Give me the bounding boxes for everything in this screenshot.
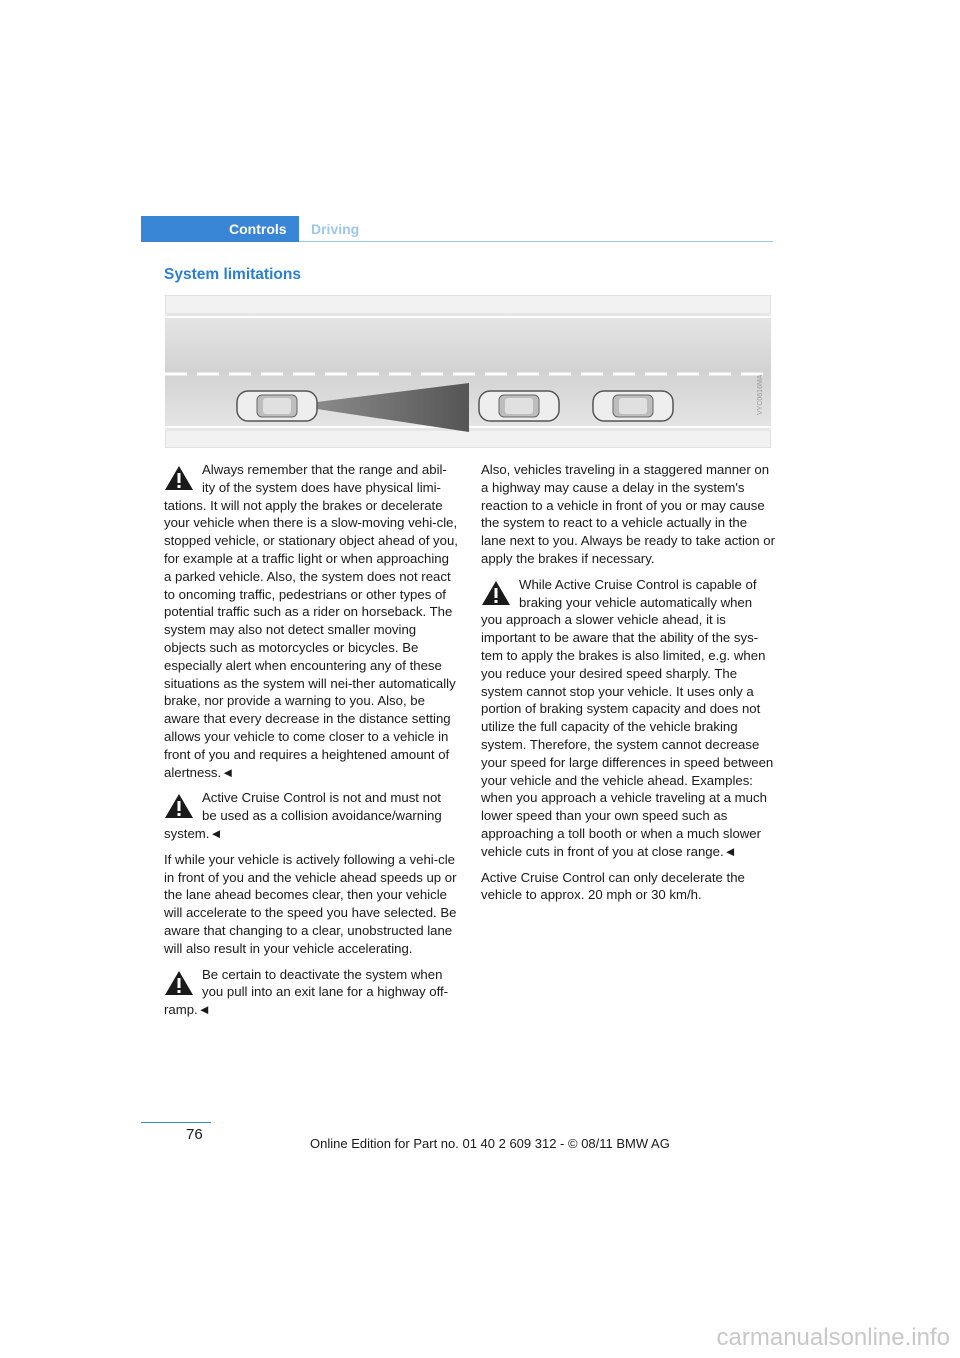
warning-triangle-icon <box>164 464 194 492</box>
footer-edition: Online Edition for Part no. 01 40 2 609 312 - © 08/11 BMW AG <box>310 1136 670 1151</box>
page-number-rule <box>141 1122 211 1123</box>
body-paragraph: Also, vehicles traveling in a staggered manner on a highway may cause a delay in the system's reaction to a vehicle in front of you or may cause the system to react to a vehicle actually in the lane next to you. Always be ready to take action or apply the brakes if necessary. <box>481 462 775 566</box>
vehicle-ahead-2 <box>593 391 673 421</box>
warning-paragraph <box>481 576 775 861</box>
warning-triangle-icon <box>481 579 511 607</box>
body-paragraph: If while your vehicle is actively following a vehi-cle in front of you and the vehicle ahead speeds up or the lane ahead becomes clear, then your vehicle will accelerate to the speed you have selected. Be aware that changing to a clear, unobstructed lane will also result in your vehicle accelerating. <box>164 851 457 956</box>
figure-code: VYC0616MA <box>757 374 764 415</box>
header-tab-driving: Driving <box>311 221 360 237</box>
end-mark: ◄ <box>723 843 737 859</box>
left-column <box>164 461 458 1027</box>
body-paragraph: Active Cruise Control can only decelerate the vehicle to approx. 20 mph or 30 km/h. <box>481 869 745 903</box>
own-vehicle <box>237 391 317 421</box>
vehicle-ahead-1 <box>479 391 559 421</box>
end-mark: ◄ <box>197 1002 211 1018</box>
header-tab-controls: Controls <box>229 221 287 237</box>
radar-range-figure <box>165 295 771 448</box>
header-divider <box>299 241 773 242</box>
section-title: System limitations <box>164 266 301 283</box>
warning-paragraph <box>164 461 458 781</box>
watermark: carmanualsonline.info <box>716 1324 950 1351</box>
warning-triangle-icon <box>164 969 194 997</box>
warning-text-collision: Active Cruise Control is not and must not be used as a collision avoidance/warning system. <box>164 790 442 841</box>
warning-text-braking: While Active Cruise Control is capable of braking your vehicle automatically when you approach a slower vehicle ahead, it is important to be aware that the ability of the sys-tem to apply the brakes is also limited, e.g. when you reduce your desired speed sharply. The system cannot stop your vehicle. It uses only a portion of braking system capacity and does not utilize the full capacity of the vehicle braking system. Therefore, the system cannot decrease your speed for large differences in speed between your vehicle and the vehicle ahead. Examples: when you approach a vehicle traveling at a much lower speed than your own speed such as approaching a toll booth or when a much slower vehicle cuts in front of you at close range. <box>481 576 774 859</box>
page-number: 76 <box>186 1126 203 1143</box>
end-mark: ◄ <box>209 825 223 841</box>
warning-text-range: Always remember that the range and abil-ity of the system does have physical limi-tations. It will not apply the brakes or decelerate your vehicle when there is a slow-moving vehi-cle, stopped vehicle, or stationary object ahead of you, for example at a traffic light or when approaching a parked vehicle. Also, the system does not react to oncoming traffic, pedestrians or other types of potential traffic such as a rider on horseback. The system may also not detect smaller moving objects such as motorcycles or bicycles. Be especially alert when encountering any of these situations as the system will nei-ther automatically brake, nor provide a warning to you. Also, be aware that every decrease in the distance setting allows your vehicle to come closer to a vehicle in front of you and requires a heightened amount of alertness. <box>164 462 458 780</box>
warning-text-exit-lane: Be certain to deactivate the system when you pull into an exit lane for a highway off-ramp. <box>164 966 449 1018</box>
warning-paragraph <box>164 966 458 1019</box>
right-column <box>481 461 775 912</box>
warning-triangle-icon <box>164 792 194 820</box>
warning-paragraph <box>164 789 458 842</box>
end-mark: ◄ <box>221 764 235 780</box>
